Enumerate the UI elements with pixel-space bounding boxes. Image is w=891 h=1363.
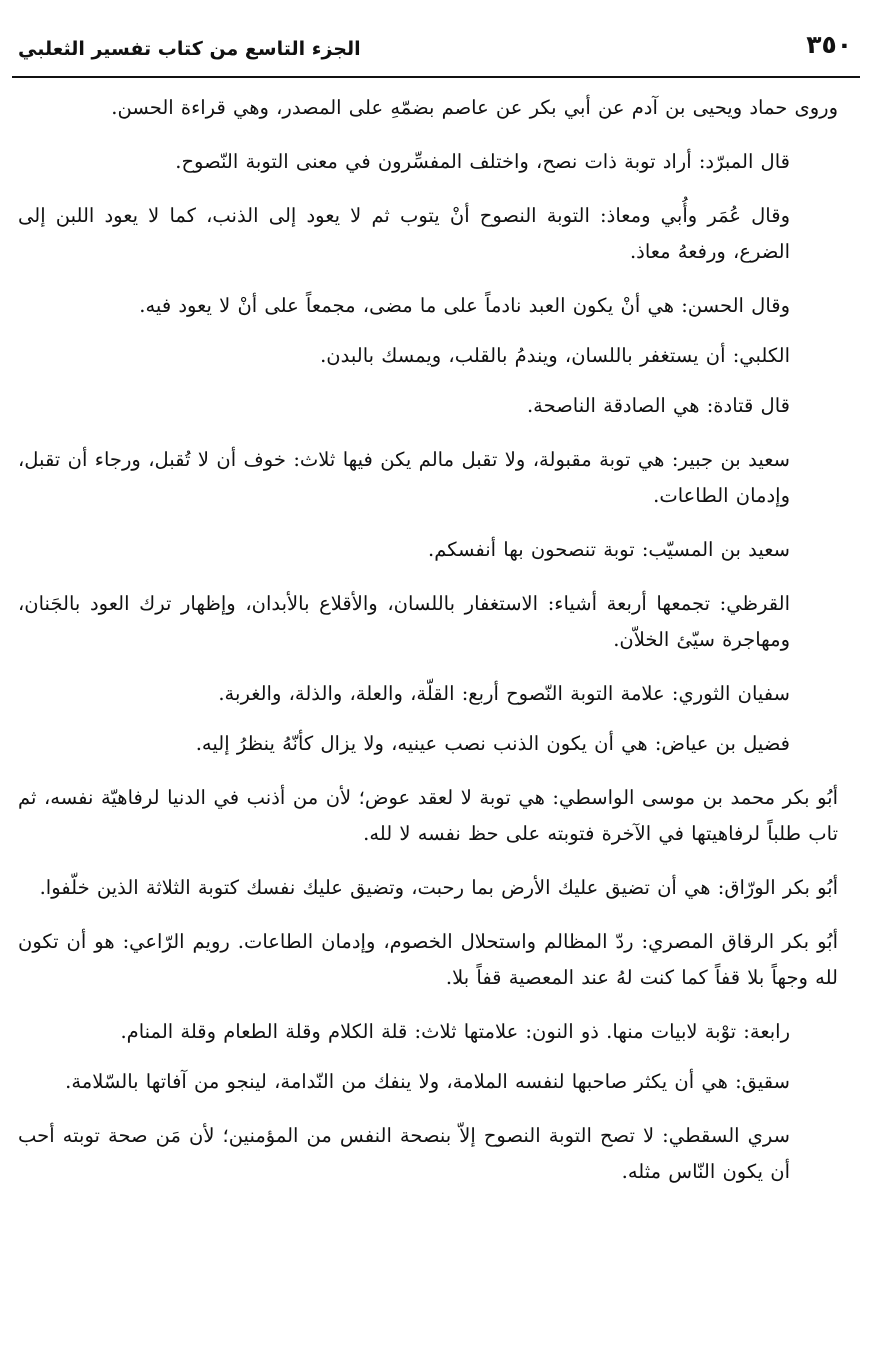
paragraph-mubarrad: قال المبرّد: أراد توبة ذات نصح، واختلف المفسِّرون في معنى التوبة النّصوح.	[175, 150, 790, 173]
page-number: ٣٥٠	[806, 30, 852, 59]
paragraph-said-musayyib: سعيد بن المسيّب: توبة تنصحون بها أنفسكم.	[428, 538, 790, 561]
header-rule	[12, 76, 860, 78]
paragraph-thawri: سفيان الثوري: علامة التوبة النّصوح أربع: القلّة، والعلة، والذلة، والغربة.	[218, 682, 790, 705]
paragraph-sari-saqati: سري السقطي: لا تصح التوبة النصوح إلاّ بنصحة النفس من المؤمنين؛ لأن مَن صحة توبته أحب أن يكون النّاس مثله.	[18, 1124, 790, 1183]
paragraph-qatada: قال قتادة: هي الصادقة الناصحة.	[526, 394, 790, 417]
paragraph-fudayl: فضيل بن عياض: هي أن يكون الذنب نصب عينيه، ولا يزال كأنّهُ ينظرُ إليه.	[195, 732, 790, 755]
paragraph-qurazi: القرظي: تجمعها أربعة أشياء: الاستغفار باللسان، والأقلاع بالأبدان، وإظهار ترك العود بالجَنان، ومهاجرة سيّئ الخلاّن.	[18, 592, 790, 651]
paragraph-umar: وقال عُمَر وأُبي ومعاذ: التوبة النصوح أنْ يتوب ثم لا يعود إلى الذنب، كما لا يعود اللبن إلى الضرع، ورفعهُ معاذ.	[18, 204, 790, 263]
paragraph-raqqaq: أبُو بكر الرقاق المصري: ردّ المظالم واستحلال الخصوم، وإدمان الطاعات. رويم الرّاعي: هو أن تكون لله وجهاً بلا قفاً كما كنت لهُ عند المعصية قفاً بلا.	[18, 930, 838, 989]
paragraph-kalbi: الكلبي: أن يستغفر باللسان، ويندمُ بالقلب، ويمسك بالبدن.	[320, 344, 790, 367]
paragraph-said-jubayr: سعيد بن جبير: هي توبة مقبولة، ولا تقبل مالم يكن فيها ثلاث: خوف أن لا تُقبل، ورجاء أن تقبل، وإدمان الطاعات.	[18, 448, 790, 507]
paragraph-rabia: رابعة: توْبة لابيات منها. ذو النون: علامتها ثلاث: قلة الكلام وقلة الطعام وقلة المنام.	[120, 1020, 790, 1043]
paragraph-wasiti: أبُو بكر محمد بن موسى الواسطي: هي توبة لا لعقد عوض؛ لأن من أذنب في الدنيا لرفاهيّة نفسه، ثم تاب طلباً لرفاهيتها في الآخرة فتوبته على حظ نفسه لا لله.	[18, 786, 838, 845]
page-body	[18, 90, 838, 1208]
running-title: الجزء التاسع من كتاب تفسير الثعلبي	[18, 38, 361, 60]
paragraph-hammad: وروى حماد ويحيى بن آدم عن أبي بكر عن عاصم بضمّهِ على المصدر، وهي قراءة الحسن.	[111, 96, 838, 119]
page-header	[12, 28, 860, 72]
paragraph-hasan: وقال الحسن: هي أنْ يكون العبد نادماً على ما مضى، مجمعاً على أنْ لا يعود فيه.	[139, 294, 790, 317]
paragraph-saqiq: سقيق: هي أن يكثر صاحبها لنفسه الملامة، ولا ينفك من النّدامة، لينجو من آفاتها بالسّلامة.	[65, 1070, 790, 1093]
paragraph-warraq: أبُو بكر الورّاق: هي أن تضيق عليك الأرض بما رحبت، وتضيق عليك نفسك كتوبة الثلاثة الذين خلّفوا.	[39, 876, 838, 899]
